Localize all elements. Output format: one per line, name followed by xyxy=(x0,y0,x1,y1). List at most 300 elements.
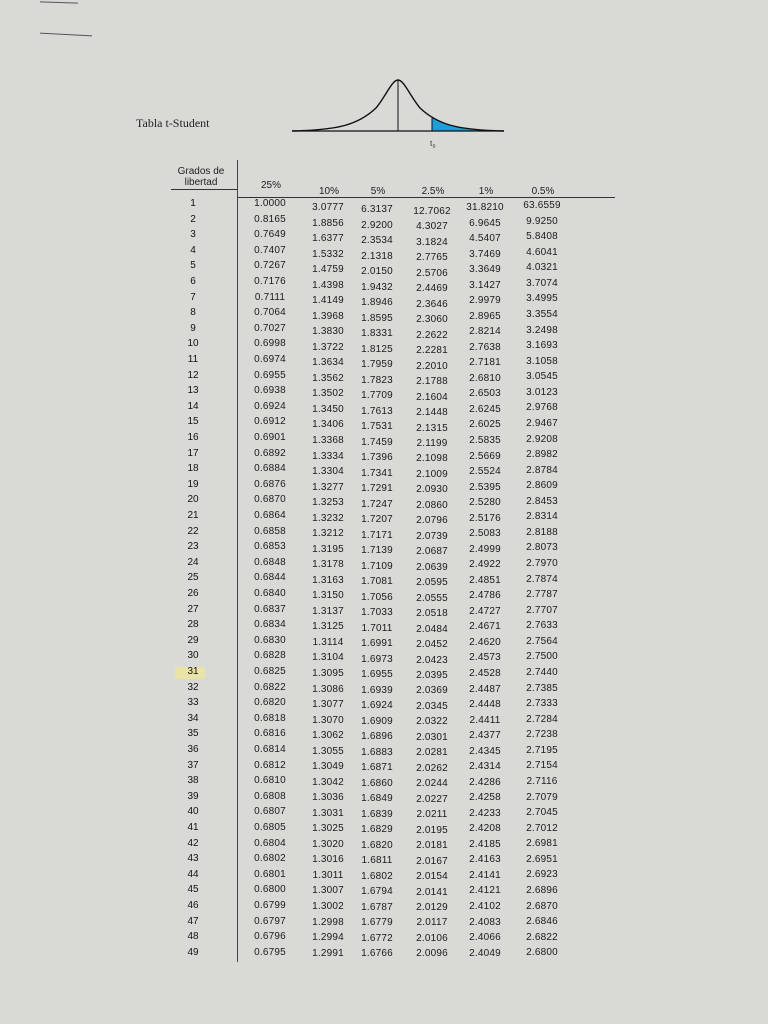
critical-value: 1.3070 xyxy=(312,714,344,726)
critical-value: 0.6822 xyxy=(254,681,286,693)
critical-value: 2.0595 xyxy=(416,577,448,589)
critical-value: 2.0796 xyxy=(416,515,448,527)
critical-value: 2.0227 xyxy=(416,793,448,805)
critical-value: 2.4141 xyxy=(469,869,501,881)
critical-value: 3.2498 xyxy=(526,324,558,336)
df-value: 2 xyxy=(190,213,196,225)
critical-value: 2.4121 xyxy=(469,885,501,897)
df-value: 13 xyxy=(187,385,199,397)
critical-value: 0.7649 xyxy=(254,229,286,241)
critical-value: 2.6822 xyxy=(526,931,558,943)
critical-value: 5.8408 xyxy=(526,231,558,243)
df-value: 48 xyxy=(187,931,199,943)
critical-value: 2.5395 xyxy=(469,481,501,493)
critical-value: 2.2622 xyxy=(416,329,448,341)
critical-value: 1.7056 xyxy=(361,591,393,603)
critical-value: 2.5706 xyxy=(416,267,448,279)
critical-value: 2.0518 xyxy=(416,608,448,620)
df-header-line2: libertad xyxy=(184,177,218,188)
critical-value: 2.6800 xyxy=(526,947,558,959)
df-value: 40 xyxy=(187,806,199,818)
critical-value: 2.6245 xyxy=(469,403,501,415)
critical-value: 9.9250 xyxy=(526,215,558,227)
critical-value: 31.8210 xyxy=(466,202,504,213)
critical-value: 0.6870 xyxy=(254,494,286,506)
critical-value: 1.7613 xyxy=(361,405,393,417)
critical-value: 0.6828 xyxy=(254,650,286,662)
critical-value: 0.6844 xyxy=(254,572,286,584)
critical-value: 0.6955 xyxy=(254,369,286,381)
critical-value: 0.6892 xyxy=(254,447,286,459)
df-value: 6 xyxy=(190,276,196,287)
critical-value: 2.5524 xyxy=(469,466,501,478)
critical-value: 1.4759 xyxy=(312,264,344,276)
critical-value: 0.7064 xyxy=(254,307,286,319)
df-value: 29 xyxy=(187,634,199,646)
df-value: 4 xyxy=(190,244,196,256)
critical-value: 3.1058 xyxy=(526,355,558,367)
critical-value: 2.4102 xyxy=(469,901,501,912)
critical-value: 1.2994 xyxy=(312,932,344,944)
critical-value: 0.7111 xyxy=(254,291,286,303)
critical-value: 1.6794 xyxy=(361,886,393,897)
critical-value: 0.6796 xyxy=(254,931,286,943)
critical-value: 0.6820 xyxy=(254,697,286,709)
critical-value: 2.8073 xyxy=(526,542,558,554)
critical-value: 4.0321 xyxy=(526,262,558,274)
critical-value: 2.1448 xyxy=(416,407,448,419)
critical-value: 1.3232 xyxy=(312,512,344,524)
critical-value: 2.0369 xyxy=(416,685,448,697)
critical-value: 2.0141 xyxy=(416,886,448,898)
critical-value: 2.0262 xyxy=(416,762,448,774)
critical-value: 2.8609 xyxy=(526,480,558,492)
critical-value: 2.1098 xyxy=(416,453,448,465)
critical-value: 1.3334 xyxy=(312,450,344,462)
critical-value: 0.6884 xyxy=(254,463,286,475)
critical-value: 1.3125 xyxy=(312,621,344,633)
column-header: 2.5% xyxy=(421,186,445,197)
critical-value: 1.3968 xyxy=(312,310,344,322)
critical-value: 3.3649 xyxy=(469,264,501,276)
critical-value: 3.1427 xyxy=(469,279,501,291)
critical-value: 2.0301 xyxy=(416,731,448,743)
critical-value: 2.4448 xyxy=(469,699,501,711)
critical-value: 2.1788 xyxy=(416,376,448,388)
critical-value: 0.6818 xyxy=(254,712,286,724)
critical-value: 0.6834 xyxy=(254,619,286,631)
critical-value: 0.6830 xyxy=(254,634,286,646)
critical-value: 2.4233 xyxy=(469,807,501,819)
critical-value: 2.0195 xyxy=(416,824,448,836)
critical-value: 1.3195 xyxy=(312,543,344,555)
critical-value: 0.6938 xyxy=(254,385,286,397)
critical-value: 1.6839 xyxy=(361,808,393,820)
critical-value: 2.7116 xyxy=(526,775,558,787)
t-distribution-figure xyxy=(288,70,508,156)
critical-value: 2.7440 xyxy=(526,667,558,678)
df-value: 28 xyxy=(187,619,199,631)
critical-value: 2.4487 xyxy=(469,683,501,695)
critical-value: 2.7564 xyxy=(526,635,558,647)
critical-value: 2.4049 xyxy=(469,947,501,959)
critical-value: 1.6991 xyxy=(361,638,393,649)
tail-area xyxy=(432,118,498,131)
critical-value: 1.5332 xyxy=(312,248,344,260)
critical-value: 2.5280 xyxy=(469,497,501,509)
critical-value: 2.8214 xyxy=(469,326,501,338)
critical-value: 1.3304 xyxy=(312,466,344,478)
critical-value: 1.6924 xyxy=(361,700,393,711)
critical-value: 3.7074 xyxy=(526,277,558,289)
critical-value: 0.6797 xyxy=(254,915,286,927)
critical-value: 0.6840 xyxy=(254,588,286,599)
critical-value: 1.3020 xyxy=(312,838,344,850)
critical-value: 2.0423 xyxy=(416,654,448,666)
df-value: 43 xyxy=(187,853,199,865)
critical-value: 2.4573 xyxy=(469,652,501,664)
critical-value: 2.4620 xyxy=(469,636,501,648)
critical-value: 2.7238 xyxy=(526,729,558,741)
critical-value: 2.5176 xyxy=(469,512,501,524)
critical-value: 0.6924 xyxy=(254,400,286,412)
df-value: 41 xyxy=(187,822,199,833)
critical-value: 1.6779 xyxy=(361,917,393,928)
critical-value: 2.0117 xyxy=(416,917,448,929)
critical-value: 1.3562 xyxy=(312,372,344,384)
critical-value: 2.8453 xyxy=(526,495,558,507)
critical-value: 1.7459 xyxy=(361,436,393,448)
df-value: 27 xyxy=(187,603,199,615)
df-value: 22 xyxy=(187,525,199,537)
critical-value: 1.6860 xyxy=(361,777,393,789)
critical-value: 1.3086 xyxy=(312,683,344,695)
critical-value: 2.0181 xyxy=(416,840,448,852)
critical-value: 2.4185 xyxy=(469,838,501,850)
critical-value: 2.4999 xyxy=(469,543,501,555)
critical-value: 3.0777 xyxy=(312,202,344,213)
critical-value: 4.5407 xyxy=(469,233,501,245)
df-value: 26 xyxy=(187,588,199,599)
critical-value: 1.7247 xyxy=(361,498,393,510)
critical-value: 2.4671 xyxy=(469,621,501,633)
df-value: 42 xyxy=(187,837,199,849)
critical-value: 1.3450 xyxy=(312,403,344,415)
critical-value: 2.7787 xyxy=(526,589,558,601)
critical-value: 0.6802 xyxy=(254,853,286,865)
critical-value: 1.2991 xyxy=(312,947,344,959)
bell-curve-icon xyxy=(288,70,508,156)
critical-value: 0.6808 xyxy=(254,790,286,802)
df-value: 9 xyxy=(190,322,196,334)
critical-value: 2.7154 xyxy=(526,760,558,772)
critical-value: 2.4411 xyxy=(469,714,501,726)
critical-value: 2.7765 xyxy=(416,252,448,264)
critical-value: 2.6951 xyxy=(526,853,558,865)
critical-value: 1.7109 xyxy=(361,560,393,572)
critical-value: 2.4163 xyxy=(469,854,501,866)
critical-value: 1.3722 xyxy=(312,341,344,353)
critical-value: 1.3077 xyxy=(312,699,344,711)
critical-value: 1.3406 xyxy=(312,419,344,431)
critical-value: 0.6974 xyxy=(254,354,286,365)
critical-value: 1.3212 xyxy=(312,528,344,540)
critical-value: 0.6825 xyxy=(254,666,286,677)
df-value: 12 xyxy=(187,369,199,381)
critical-value: 2.4083 xyxy=(469,916,501,928)
critical-value: 2.0739 xyxy=(416,530,448,542)
critical-value: 2.0452 xyxy=(416,639,448,651)
df-value: 39 xyxy=(187,790,199,802)
critical-value: 1.3049 xyxy=(312,761,344,773)
critical-value: 2.8314 xyxy=(526,511,558,523)
critical-value: 4.3027 xyxy=(416,221,448,233)
critical-value: 1.7081 xyxy=(361,576,393,587)
column-header: 1% xyxy=(478,186,494,197)
critical-value: 2.7970 xyxy=(526,558,558,570)
critical-value: 2.0096 xyxy=(416,948,448,960)
critical-value: 63.6559 xyxy=(523,200,561,211)
critical-value: 0.6848 xyxy=(254,556,286,568)
critical-value: 2.9200 xyxy=(361,219,393,231)
df-value: 35 xyxy=(187,728,199,740)
df-value: 20 xyxy=(187,494,199,506)
critical-value: 0.8165 xyxy=(254,213,286,225)
column-header: 0.5% xyxy=(531,186,555,197)
critical-value: 1.7959 xyxy=(361,359,393,370)
critical-value: 0.7176 xyxy=(254,276,286,287)
df-value: 47 xyxy=(187,915,199,927)
column-header: 25% xyxy=(260,180,281,191)
critical-value: 3.0123 xyxy=(526,386,558,398)
critical-value: 1.8331 xyxy=(361,328,393,339)
critical-value: 1.7709 xyxy=(361,390,393,401)
critical-value: 1.4398 xyxy=(312,279,344,291)
critical-value: 1.0000 xyxy=(254,198,286,209)
critical-value: 2.6810 xyxy=(469,372,501,384)
critical-value: 0.6805 xyxy=(254,822,286,833)
critical-value: 2.0860 xyxy=(416,499,448,511)
critical-value: 2.9208 xyxy=(526,433,558,445)
df-value: 32 xyxy=(187,681,199,693)
critical-value: 2.0281 xyxy=(416,747,448,759)
critical-value: 1.3002 xyxy=(312,901,344,912)
critical-value: 2.8982 xyxy=(526,449,558,461)
critical-value: 2.5083 xyxy=(469,528,501,540)
df-value: 31 xyxy=(187,666,199,677)
critical-value: 2.4345 xyxy=(469,745,501,757)
df-value: 19 xyxy=(187,478,199,490)
critical-value: 2.7633 xyxy=(526,620,558,632)
critical-value: 1.3031 xyxy=(312,807,344,819)
critical-value: 6.9645 xyxy=(469,217,501,229)
critical-value: 1.6871 xyxy=(361,762,393,773)
critical-value: 1.3062 xyxy=(312,730,344,742)
critical-value: 2.3534 xyxy=(361,235,393,246)
column-header: 10% xyxy=(318,186,339,197)
critical-value: 1.6811 xyxy=(361,855,393,866)
critical-value: 2.4377 xyxy=(469,730,501,742)
critical-value: 2.7284 xyxy=(526,713,558,725)
critical-value: 2.0345 xyxy=(416,700,448,712)
critical-value: 1.3055 xyxy=(312,745,344,757)
critical-value: 2.6025 xyxy=(469,419,501,431)
critical-value: 1.3104 xyxy=(312,652,344,664)
critical-value: 2.6896 xyxy=(526,884,558,896)
critical-value: 1.6377 xyxy=(312,233,344,245)
critical-value: 0.6799 xyxy=(254,900,286,911)
df-value: 36 xyxy=(187,744,199,755)
critical-value: 2.9768 xyxy=(526,402,558,414)
df-value: 10 xyxy=(187,338,199,350)
critical-value: 0.7407 xyxy=(254,244,286,256)
critical-value: 1.9432 xyxy=(361,281,393,293)
critical-value: 2.0395 xyxy=(416,670,448,681)
critical-value: 2.4922 xyxy=(469,559,501,571)
critical-value: 3.0545 xyxy=(526,371,558,383)
critical-value: 2.7045 xyxy=(526,807,558,819)
df-value: 11 xyxy=(187,354,199,365)
critical-value: 2.0687 xyxy=(416,546,448,558)
critical-value: 1.3277 xyxy=(312,481,344,493)
df-value: 24 xyxy=(187,556,199,568)
df-value: 38 xyxy=(187,775,199,787)
critical-value: 2.7079 xyxy=(526,791,558,803)
critical-value: 1.7396 xyxy=(361,452,393,463)
df-value: 15 xyxy=(187,416,199,428)
df-value: 30 xyxy=(187,650,199,662)
critical-value: 2.4066 xyxy=(469,932,501,944)
critical-value: 2.4208 xyxy=(469,823,501,835)
critical-value: 2.0639 xyxy=(416,561,448,573)
critical-value: 2.4786 xyxy=(469,590,501,602)
critical-value: 1.7823 xyxy=(361,374,393,386)
df-value: 25 xyxy=(187,572,199,584)
critical-value: 0.6853 xyxy=(254,541,286,553)
critical-value: 0.6876 xyxy=(254,478,286,490)
critical-value: 1.6955 xyxy=(361,669,393,680)
critical-value: 0.6814 xyxy=(254,744,286,755)
critical-value: 1.3016 xyxy=(312,854,344,866)
critical-value: 2.7638 xyxy=(469,341,501,353)
critical-value: 2.7385 xyxy=(526,682,558,694)
critical-value: 2.7012 xyxy=(526,822,558,834)
critical-value: 2.4851 xyxy=(469,574,501,586)
critical-value: 1.6883 xyxy=(361,746,393,758)
df-value: 34 xyxy=(187,712,199,724)
critical-value: 1.7291 xyxy=(361,483,393,494)
critical-value: 0.6801 xyxy=(254,868,286,880)
df-value: 1 xyxy=(190,198,196,209)
critical-value: 2.8965 xyxy=(469,310,501,322)
critical-value: 2.6981 xyxy=(526,838,558,850)
critical-value: 1.3163 xyxy=(312,574,344,586)
df-value: 46 xyxy=(187,900,199,911)
df-value: 18 xyxy=(187,463,199,475)
critical-value: 2.1318 xyxy=(361,250,393,262)
critical-value: 2.7874 xyxy=(526,573,558,585)
critical-value: 0.6901 xyxy=(254,432,286,443)
critical-value: 12.7062 xyxy=(413,206,451,217)
critical-value: 1.3178 xyxy=(312,559,344,571)
critical-value: 1.6973 xyxy=(361,653,393,665)
critical-value: 2.3060 xyxy=(416,314,448,326)
critical-value: 2.1009 xyxy=(416,468,448,480)
df-value: 33 xyxy=(187,697,199,709)
df-value: 49 xyxy=(187,946,199,958)
df-value: 7 xyxy=(190,291,196,303)
header-underline xyxy=(171,189,237,190)
scan-mark xyxy=(40,33,92,37)
critical-value: 1.8125 xyxy=(361,343,393,355)
critical-value: 2.4727 xyxy=(469,605,501,617)
critical-value: 2.0129 xyxy=(416,902,448,913)
critical-value: 1.3502 xyxy=(312,388,344,400)
df-value: 3 xyxy=(190,229,196,241)
critical-value: 1.3368 xyxy=(312,435,344,446)
critical-value: 1.8856 xyxy=(312,217,344,229)
critical-value: 2.9467 xyxy=(526,417,558,429)
critical-value: 1.6802 xyxy=(361,870,393,882)
df-value: 45 xyxy=(187,884,199,896)
critical-value: 2.7195 xyxy=(526,744,558,756)
critical-value: 0.6912 xyxy=(254,416,286,428)
critical-value: 2.7181 xyxy=(469,357,501,369)
critical-value: 1.7171 xyxy=(361,529,393,541)
critical-value: 1.7341 xyxy=(361,467,393,479)
critical-value: 2.1604 xyxy=(416,391,448,403)
critical-value: 2.0106 xyxy=(416,932,448,944)
critical-value: 0.6858 xyxy=(254,525,286,537)
page-title: Tabla t-Student xyxy=(136,116,210,130)
critical-value: 1.7011 xyxy=(361,622,393,634)
critical-value: 1.3114 xyxy=(312,636,344,648)
critical-value: 1.6909 xyxy=(361,715,393,727)
critical-value: 2.0322 xyxy=(416,716,448,728)
critical-value: 1.3007 xyxy=(312,885,344,897)
critical-value: 1.7033 xyxy=(361,607,393,618)
critical-value: 3.7469 xyxy=(469,248,501,260)
critical-value: 1.8946 xyxy=(361,297,393,308)
critical-value: 1.3042 xyxy=(312,776,344,788)
df-value: 5 xyxy=(190,260,196,272)
critical-value: 2.0555 xyxy=(416,592,448,604)
critical-value: 1.3253 xyxy=(312,497,344,509)
critical-value: 6.3137 xyxy=(361,204,393,215)
critical-value: 2.4469 xyxy=(416,283,448,295)
critical-value: 2.6846 xyxy=(526,916,558,928)
critical-value: 0.6807 xyxy=(254,806,286,818)
critical-value: 0.6812 xyxy=(254,759,286,771)
critical-value: 2.4314 xyxy=(469,761,501,773)
critical-value: 0.6800 xyxy=(254,884,286,896)
df-value: 37 xyxy=(187,759,199,771)
critical-value: 2.4286 xyxy=(469,776,501,788)
critical-value: 1.7139 xyxy=(361,545,393,556)
critical-value: 3.3554 xyxy=(526,308,558,320)
critical-value: 2.0211 xyxy=(416,809,448,821)
critical-value: 2.0244 xyxy=(416,778,448,790)
df-value: 14 xyxy=(187,400,199,412)
critical-value: 0.7267 xyxy=(254,260,286,272)
df-value: 8 xyxy=(190,307,196,319)
critical-value: 2.7707 xyxy=(526,604,558,616)
critical-value: 1.3830 xyxy=(312,326,344,338)
critical-value: 1.2998 xyxy=(312,916,344,928)
critical-value: 1.3011 xyxy=(312,869,344,881)
scan-mark xyxy=(40,1,78,3)
df-value: 16 xyxy=(187,432,199,443)
